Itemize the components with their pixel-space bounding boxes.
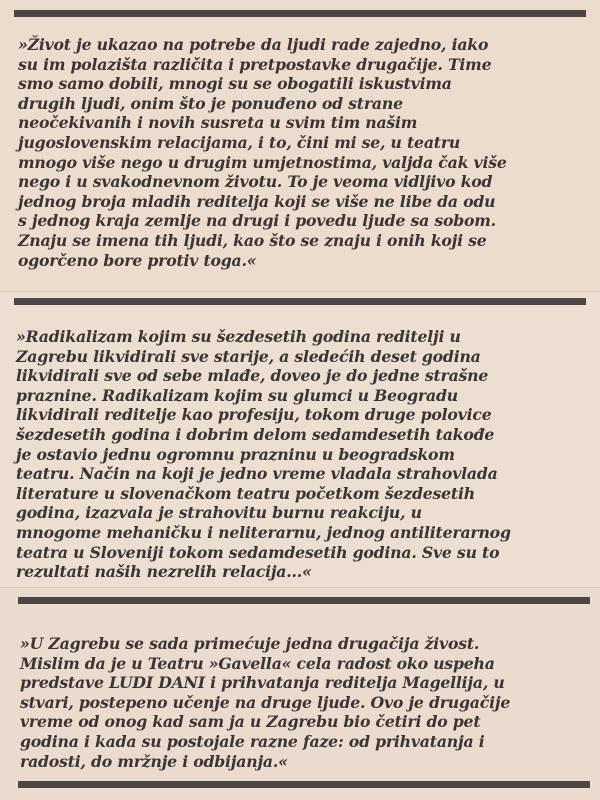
quote-text-3: »U Zagrebu se sada primećuje jedna drugačija živost. Mislim da je u Teatru »Gavella« cela radost oko uspeha predstave LUDI DANI i prihvatanja reditelja Magellija, u stvari, postepeno učenje na druge ljude. Ovo je drugačije vreme od onog kad sam ja u Zagrebu bio četiri do pet godina i kada su postojale razne faze: od prihvatanja i radosti, do mržnje i odbijanja.« <box>20 634 511 771</box>
top-rule-clipping-3 <box>18 597 590 604</box>
clipping-seam <box>0 587 600 588</box>
quote-text-1: »Život je ukazao na potrebe da ljudi rade zajedno, iako su im polazišta različita i pretpostavke drugačije. Time smo samo dobili, mnogi su se obogatili iskustvima drugih ljudi, onim što je ponuđeno od strane neočekivanih i novih susreta u svim tim našim jugoslovenskim relacijama, i to, čini mi se, u teatru mnogo više nego u drugim umjetnostima, valjda čak više nego i u svakodnevnom životu. To je veoma vidljivo kod jednog broja mladih reditelja koji se više ne libe da odu s jednog kraja zemlje na drugi i povedu ljude sa sobom. Znaju se imena tih ljudi, kao što se znaju i onih koji se ogorčeno bore protiv toga.« <box>18 35 507 270</box>
quote-text-2: »Radikalizam kojim su šezdesetih godina reditelji u Zagrebu likvidirali sve starije, a sledećih deset godina likvidirali sve od sebe mlađe, doveo je do jedne strašne praznine. Radikalizam kojim su glumci u Beogradu likvidirali reditelje kao profesiju, tokom druge polovice šezdesetih godina i dobrim delom sedamdesetih takođe je ostavio jednu ogromnu prazninu u beogradskom teatru. Način na koji je jedno vreme vladala strahovlada literature u slovenačkom teatru početkom šezdesetih godina, izazvala je strahovitu burnu reakciju, u mnogome mehaničku i neliterarnu, jednog antiliterarnog teatra u Sloveniji tokom sedamdesetih godina. Sve su to rezultati naših nezrelih relacija...« <box>16 327 511 582</box>
top-rule-clipping-1 <box>14 10 586 17</box>
clipping-seam <box>0 291 600 292</box>
top-rule-clipping-2 <box>14 298 586 305</box>
bottom-rule-clipping-3 <box>18 781 590 788</box>
